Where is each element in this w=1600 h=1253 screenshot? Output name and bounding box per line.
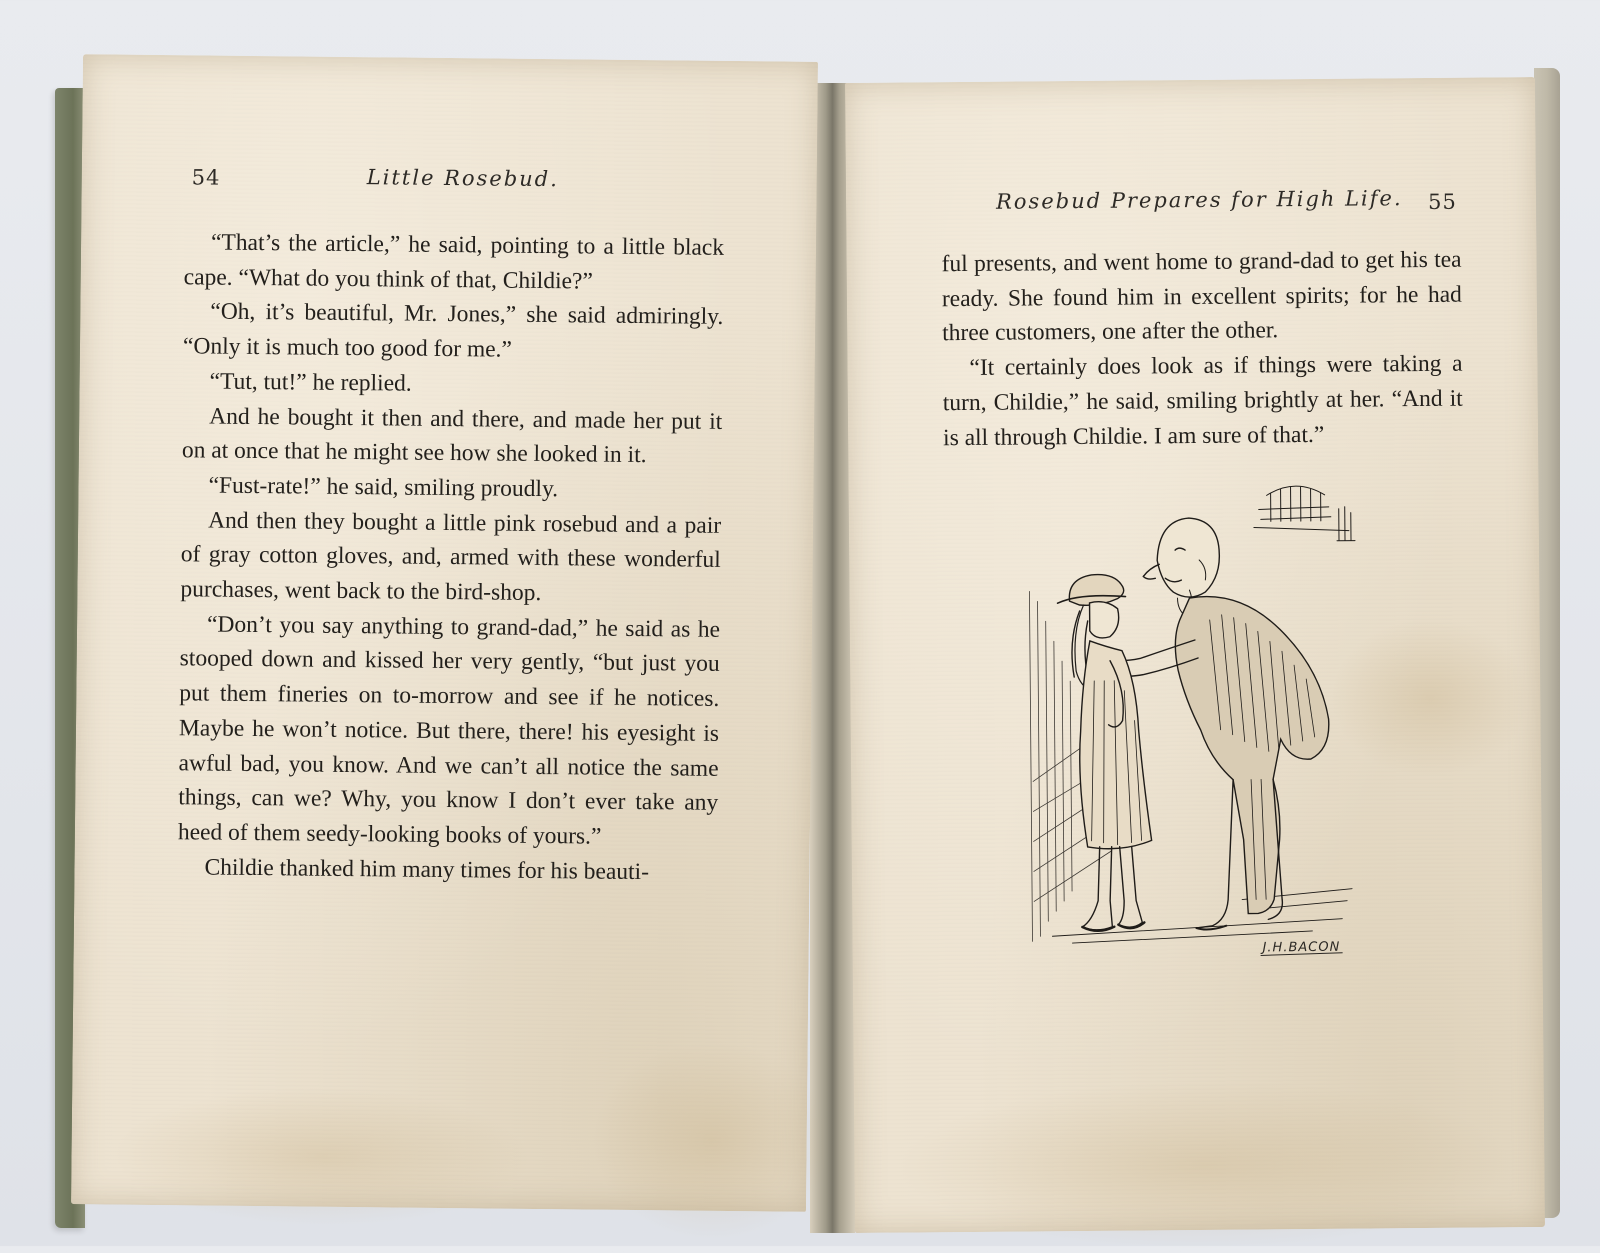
paragraph: And then they bought a little pink rosebud and a pair of gray cotton gloves, and, armed with these wonderful purchases, went back to the bird-shop. [180,507,722,607]
paragraph: “It certainly does look as if things were taking a turn, Childie,” he said, smiling brightly at her. “And it is all through Childie. I am sure of that.” [942,350,1463,451]
right-page-text [941,243,1463,456]
left-page-number: 54 [191,165,221,190]
left-running-head: Little Rosebud. [366,165,559,192]
illustration-signature: J.H.BACON [1262,939,1341,956]
paragraph: “Oh, it’s beautiful, Mr. Jones,” she said admiringly. “Only it is much too good for me.” [182,298,724,363]
right-page [845,77,1545,1233]
right-page-number: 55 [1427,189,1457,214]
left-page [71,54,818,1212]
left-page-text [177,225,724,890]
open-book [55,58,1560,1223]
paragraph: Childie thanked him many times for his beauti- [204,854,650,885]
paragraph: And he bought it then and there, and made her put it on at once that he might see how she looked in it. [181,403,723,469]
paragraph: “That’s the article,” he said, pointing to a little black cape. “What do you think of that, Childie?” [183,229,725,295]
paragraph: ful presents, and went home to grand-dad to get his tea ready. She found him in excellent spirits; for he had three customers, one after the other. [941,246,1462,347]
right-running-head: Rosebud Prepares for High Life. [995,186,1403,214]
illustration-old-man-and-girl [1008,478,1382,971]
paragraph: “Fust-rate!” he said, smiling proudly. [208,472,559,503]
paragraph: “Don’t you say anything to grand-dad,” he said as he stooped down and kissed her very gently, “but just you put them fineries on to-morrow and see if he notices. Maybe he won’t notice. But there, there! his eyesight is awful bad, you know. And we can’t all notice the same things, can we? Why, you know I don’t ever take any heed of them seedy-looking books of yours.” [177,611,721,850]
paragraph: “Tut, tut!” he replied. [209,368,412,397]
